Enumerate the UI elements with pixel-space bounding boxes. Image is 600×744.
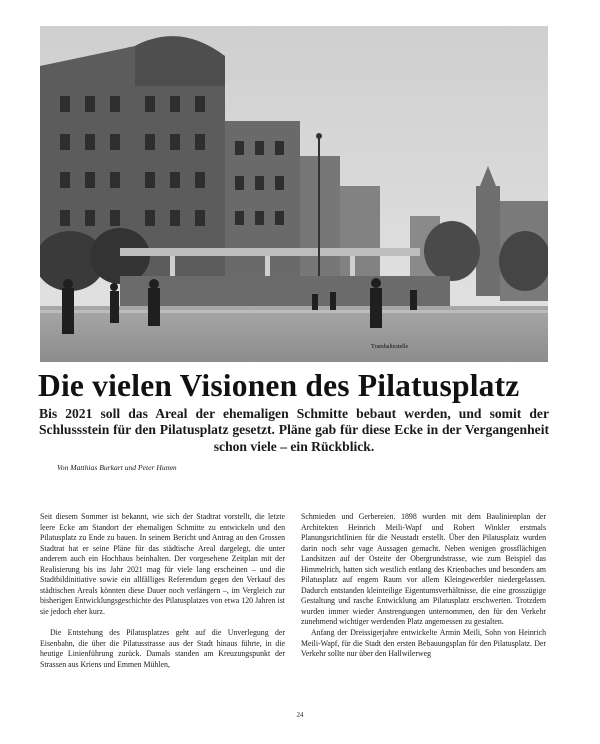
- text-column-right: [301, 512, 546, 660]
- photo-caption: Tramhaltestelle: [371, 344, 409, 350]
- paragraph: Anfang der Dreissigerjahre entwickelte Armin Meili, Sohn von Heinrich Meili-Wapf, für die Stadt den ersten Bebauungsplan für den Pilatusplatz. Der Verkehr sollte nur über den Hallwilerweg: [301, 628, 546, 659]
- article-lead: Bis 2021 soll das Areal der ehemaligen Schmitte bebaut werden, und somit der Schlussstein für den Pilatusplatz gesetzt. Pläne gab für diese Ecke in der Vergangenheit schon viele – ein Rückblick.: [39, 406, 549, 454]
- article-byline: Von Matthias Burkart und Peter Humm: [57, 463, 177, 472]
- text-column-left: [40, 512, 285, 670]
- historic-photo: [40, 26, 548, 362]
- page-number: 24: [296, 712, 304, 719]
- photo-illustration: [40, 26, 548, 362]
- article-title: Die vielen Visionen des Pilatusplatz: [38, 368, 520, 403]
- paragraph: Schmieden und Gerbereien. 1898 wurden mit dem Baulinienplan der Architekten Heinrich Meili-Wapf und Robert Winkler erstmals Planungsrichtlinien für die Neustadt erstellt. Über den Pilatusplatz wurden darin noch sehr vage Aussagen gemacht. Neben wenigen grossflächigen Landsitzen auf der Osteite der Obergrundstrasse, wie zum Beispiel das Himmelrich, hatten sich westlich entlang des Krienbaches und besonders am Pilatusplatz auf engem Raum vor allem Kleingewerbler niedergelassen. Dadurch entstanden kleinteilige Eigentumsverhältnisse, die eine grosszügige Gestaltung und rasche Entwicklung am Pilatusplatz erschwerten. Trotzdem wurden immer wieder Anstrengungen unternommen, den für den Verkehr zunehmend wichtiger werdenden Platz angemessen zu gestalten.: [301, 512, 546, 627]
- paragraph: Seit diesem Sommer ist bekannt, wie sich der Stadtrat vorstellt, die letzte leere Ecke am Standort der ehemaligen Schmitte zu entwickeln und den Pilatusplatz zu Ende zu bauen. In seinem Bericht und Antrag an den Grossen Stadtrat hat er seine Pläne für das städtische Areal dargelegt, die unter anderem auch ein Hochhaus beinhalten. Der vorgesehene Zeitplan mit der Realisierung bis ins Jahr 2021 mag für viele lang erscheinen – und die Stadtbildinitiative sowie ein allfälliges Referendum gegen den Verkauf des städtischen Areals könnten diese Dauer noch verlängern –, im Vergleich zur bisherigen Entwicklungsgeschichte des Pilatusplatzes von etwa 120 Jahren ist sie jedoch eher kurz.: [40, 512, 285, 616]
- paragraph: Die Entstehung des Pilatusplatzes geht auf die Unverlegung der Eisenbahn, die über die Pilatusstrasse aus der Stadt hinaus führte, in die heutige Linienführung zurück. Damals standen am Kreuzungspunkt der Strassen aus Kriens und Emmen Mühlen,: [40, 627, 285, 669]
